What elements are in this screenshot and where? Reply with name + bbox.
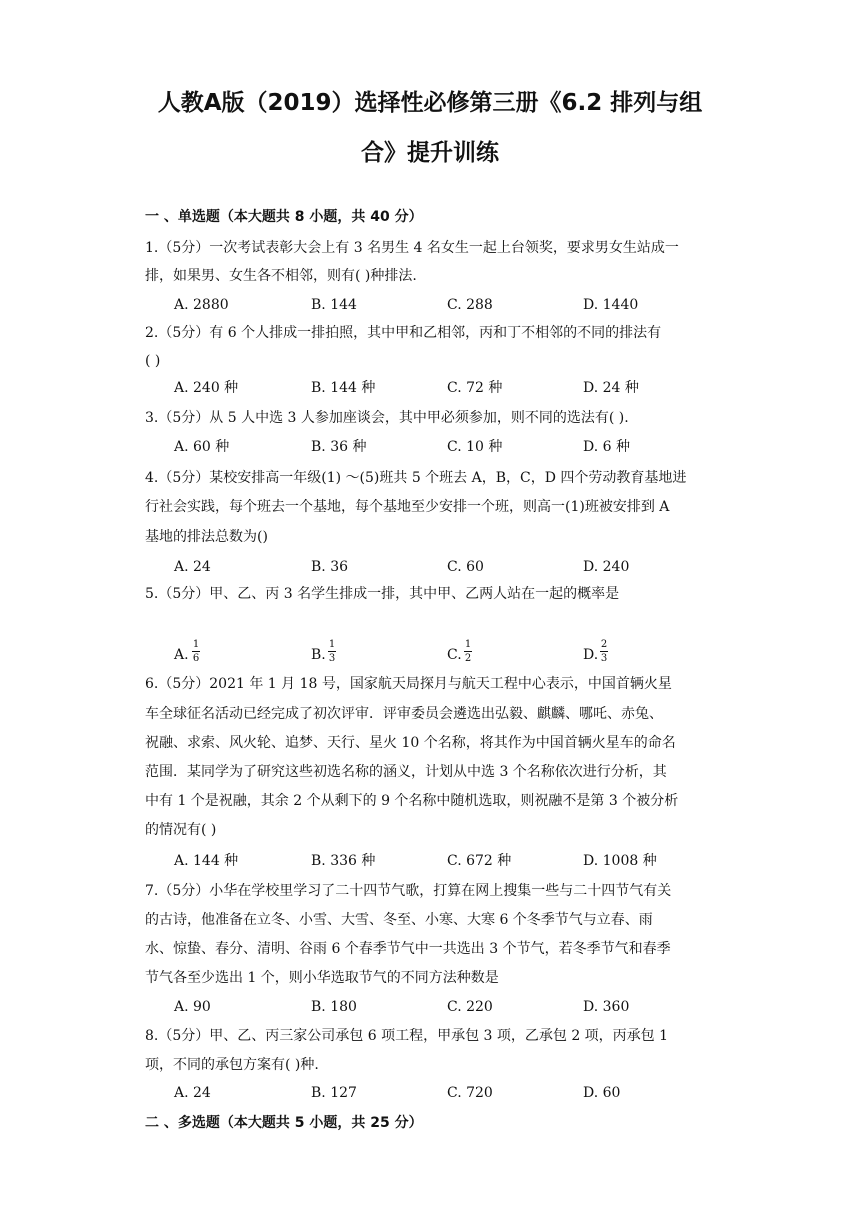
question-2-line-2: ( ) xyxy=(145,353,161,369)
question-3-option-b: B. 36 种 xyxy=(311,439,367,455)
question-5-option-c: C. xyxy=(447,647,462,663)
question-3-option-c: C. 10 种 xyxy=(447,439,503,455)
question-5-option-d-numerator: 2 xyxy=(600,639,608,650)
question-5-option-a: A. xyxy=(174,647,189,663)
question-7-line-1: 7.（5分）小华在学校里学习了二十四节气歌，打算在网上搜集一些与二十四节气有关 xyxy=(145,883,672,899)
question-6-line-3: 祝融、求索、风火轮、追梦、天行、星火 10 个名称，将其作为中国首辆火星车的命名 xyxy=(145,735,676,751)
question-3-option-a: A. 60 种 xyxy=(174,439,230,455)
document-title-line-2: 合》提升训练 xyxy=(361,140,499,166)
question-6-line-1: 6.（5分）2021 年 1 月 18 号，国家航天局探月与航天工程中心表示，中国首辆火星 xyxy=(145,676,672,692)
section-heading-multiple-choice: 二 、多选题（本大题共 5 小题，共 25 分） xyxy=(145,1115,423,1131)
question-5-option-d-denominator: 3 xyxy=(600,653,608,664)
question-2-option-d: D. 24 种 xyxy=(583,380,639,396)
question-6-option-a: A. 144 种 xyxy=(174,853,239,869)
question-5-line-1: 5.（5分）甲、乙、丙 3 名学生排成一排，其中甲、乙两人站在一起的概率是 xyxy=(145,586,620,602)
question-5-option-b-fraction-bar xyxy=(328,651,336,652)
question-7-line-2: 的古诗，他准备在立冬、小雪、大雪、冬至、小寒、大寒 6 个冬季节气与立春、雨 xyxy=(145,912,653,928)
section-heading-single-choice: 一 、单选题（本大题共 8 小题，共 40 分） xyxy=(145,209,423,225)
question-6-option-b: B. 336 种 xyxy=(311,853,376,869)
question-6-line-5: 中有 1 个是祝融，其余 2 个从剩下的 9 个名称中随机选取，则祝融不是第 3 个被分析 xyxy=(145,793,679,809)
question-5-option-b: B. xyxy=(311,647,326,663)
question-6-option-d: D. 1008 种 xyxy=(583,853,657,869)
question-5-option-d: D. xyxy=(583,647,599,663)
question-5-option-a-numerator: 1 xyxy=(192,639,200,650)
question-5-option-a-denominator: 6 xyxy=(192,653,200,664)
question-4-line-3: 基地的排法总数为() xyxy=(145,529,268,545)
question-7-line-4: 节气各至少选出 1 个，则小华选取节气的不同方法种数是 xyxy=(145,970,499,986)
question-8-option-c: C. 720 xyxy=(447,1085,493,1101)
question-8-line-2: 项，不同的承包方案有( )种. xyxy=(145,1057,319,1073)
question-5-option-d-fraction-bar xyxy=(600,651,608,652)
question-1-option-b: B. 144 xyxy=(311,297,357,313)
question-1-option-d: D. 1440 xyxy=(583,297,639,313)
question-5-option-c-fraction-bar xyxy=(464,651,472,652)
question-8-option-a: A. 24 xyxy=(174,1085,211,1101)
question-5-option-c-denominator: 2 xyxy=(464,653,472,664)
question-5-option-a-fraction-bar xyxy=(192,651,200,652)
question-6-line-2: 车全球征名活动已经完成了初次评审．评审委员会遴选出弘毅、麒麟、哪吒、赤兔、 xyxy=(145,706,663,722)
question-4-option-c: C. 60 xyxy=(447,559,484,575)
question-4-option-a: A. 24 xyxy=(174,559,211,575)
question-4-line-1: 4.（5分）某校安排高一年级(1) ～(5)班共 5 个班去 A，B，C，D 四个劳动教育基地进 xyxy=(145,470,687,486)
question-7-line-3: 水、惊蛰、春分、清明、谷雨 6 个春季节气中一共选出 3 个节气，若冬季节气和春季 xyxy=(145,941,671,957)
question-8-line-1: 8.（5分）甲、乙、丙三家公司承包 6 项工程，甲承包 3 项，乙承包 2 项，丙承包 1 xyxy=(145,1028,669,1044)
question-3-line-1: 3.（5分）从 5 人中选 3 人参加座谈会，其中甲必须参加，则不同的选法有( ). xyxy=(145,410,629,426)
question-6-line-4: 范围．某同学为了研究这些初选名称的涵义，计划从中选 3 个名称依次进行分析，其 xyxy=(145,764,667,780)
question-5-option-c-numerator: 1 xyxy=(464,639,472,650)
question-1-option-c: C. 288 xyxy=(447,297,493,313)
question-6-option-c: C. 672 种 xyxy=(447,853,512,869)
question-7-option-c: C. 220 xyxy=(447,999,493,1015)
question-2-option-b: B. 144 种 xyxy=(311,380,376,396)
question-1-line-1: 1.（5分）一次考试表彰大会上有 3 名男生 4 名女生一起上台领奖，要求男女生站成一 xyxy=(145,240,679,256)
document-title-line-1: 人教A版（2019）选择性必修第三册《6.2 排列与组 xyxy=(157,90,703,116)
question-6-line-6: 的情况有( ) xyxy=(145,822,217,838)
question-1-option-a: A. 2880 xyxy=(174,297,229,313)
question-2-option-a: A. 240 种 xyxy=(174,380,239,396)
question-7-option-d: D. 360 xyxy=(583,999,630,1015)
question-7-option-a: A. 90 xyxy=(174,999,211,1015)
question-5-option-b-denominator: 3 xyxy=(328,653,336,664)
question-3-option-d: D. 6 种 xyxy=(583,439,630,455)
question-4-option-b: B. 36 xyxy=(311,559,349,575)
question-4-option-d: D. 240 xyxy=(583,559,630,575)
question-2-option-c: C. 72 种 xyxy=(447,380,503,396)
question-8-option-b: B. 127 xyxy=(311,1085,357,1101)
question-1-line-2: 排，如果男、女生各不相邻，则有( )种排法. xyxy=(145,268,417,284)
question-8-option-d: D. 60 xyxy=(583,1085,621,1101)
question-5-option-b-numerator: 1 xyxy=(328,639,336,650)
question-4-line-2: 行社会实践，每个班去一个基地，每个基地至少安排一个班，则高一(1)班被安排到 A xyxy=(145,499,670,515)
question-7-option-b: B. 180 xyxy=(311,999,357,1015)
question-2-line-1: 2.（5分）有 6 个人排成一排拍照，其中甲和乙相邻，丙和丁不相邻的不同的排法有 xyxy=(145,325,662,341)
